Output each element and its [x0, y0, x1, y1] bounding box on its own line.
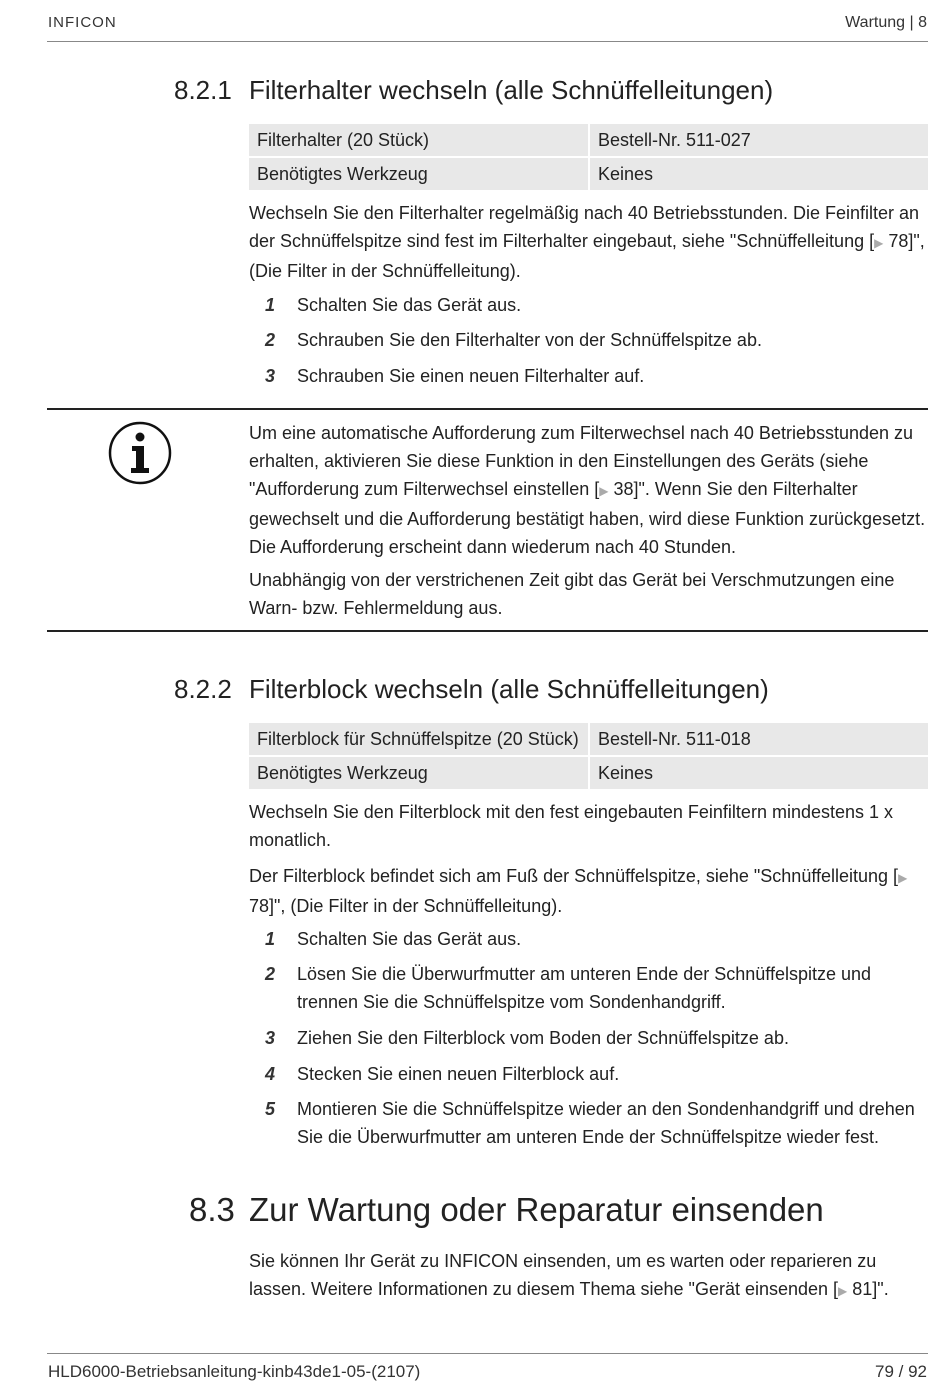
paragraph: Der Filterblock befindet sich am Fuß der Schnüffelspitze, siehe "Schnüffelleitung [▶ 78]", (Die Filter in der Schnüffelleitung).: [249, 866, 908, 916]
footer-page-number: 79 / 92: [875, 1362, 927, 1381]
step-number: 1: [265, 929, 276, 949]
info-icon: [108, 421, 172, 485]
section-number: 8.2.2: [174, 674, 232, 704]
step-number: 4: [265, 1064, 276, 1084]
paragraph: Wechseln Sie den Filterblock mit den fest eingebauten Feinfiltern mindestens 1 x monatlich.: [249, 802, 894, 850]
table-cell: Bestell-Nr. 511-027: [588, 124, 928, 158]
link-arrow-icon[interactable]: ▶: [599, 484, 609, 498]
step-number: 2: [265, 330, 276, 350]
table-cell: Benötigtes Werkzeug: [249, 158, 588, 192]
step-number: 3: [265, 366, 276, 386]
table-cell: Filterblock für Schnüffelspitze (20 Stück): [249, 723, 588, 757]
step-text: Stecken Sie einen neuen Filterblock auf.: [297, 1064, 620, 1084]
table-cell: Filterhalter (20 Stück): [249, 124, 588, 158]
step-text: Lösen Sie die Überwurfmutter am unteren Ende der Schnüffelspitze und trennen Sie die Schnüffelspitze vom Sondenhandgriff.: [297, 964, 872, 1012]
note-bottom-rule: [47, 630, 928, 632]
section-title: Filterblock wechseln (alle Schnüffelleitungen): [249, 674, 769, 704]
parts-table-822: [249, 723, 928, 791]
table-row: [249, 757, 928, 791]
footer-divider: [47, 1353, 928, 1354]
step-text: Montieren Sie die Schnüffelspitze wieder an den Sondenhandgriff und drehen Sie die Überwurfmutter am unteren Ende der Schnüffelspitze wieder fest.: [297, 1099, 915, 1147]
table-row: [249, 723, 928, 757]
step-text: Ziehen Sie den Filterblock vom Boden der Schnüffelspitze ab.: [297, 1028, 789, 1048]
footer-document-id: HLD6000-Betriebsanleitung-kinb43de1-05-(2107): [48, 1362, 421, 1381]
section-heading-821: [174, 75, 774, 106]
paragraph: Wechseln Sie den Filterhalter regelmäßig nach 40 Betriebsstunden. Die Feinfilter an der Schnüffelspitze sind fest im Filterhalter eingebaut, siehe "Schnüffelleitung [▶ 78]", (Die Filter in der Schnüffelleitung).: [249, 203, 925, 281]
table-cell: Keines: [588, 158, 928, 192]
section-title: Filterhalter wechseln (alle Schnüffelleitungen): [249, 75, 774, 105]
step-text: Schalten Sie das Gerät aus.: [297, 295, 522, 315]
link-arrow-icon[interactable]: ▶: [838, 1284, 848, 1298]
section-number: 8.3: [189, 1191, 235, 1228]
step-text: Schalten Sie das Gerät aus.: [297, 929, 522, 949]
section-heading-822: [174, 674, 769, 705]
step-text: Schrauben Sie den Filterhalter von der Schnüffelspitze ab.: [297, 330, 762, 350]
note-top-rule: [47, 408, 928, 410]
step-number: 3: [265, 1028, 276, 1048]
step-number: 1: [265, 295, 276, 315]
note-paragraph: Unabhängig von der verstrichenen Zeit gibt das Gerät bei Verschmutzungen eine Warn- bzw. Fehlermeldung aus.: [249, 570, 895, 618]
section-title: Zur Wartung oder Reparatur einsenden: [249, 1191, 824, 1228]
section-number: 8.2.1: [174, 75, 232, 105]
paragraph: Sie können Ihr Gerät zu INFICON einsenden, um es warten oder reparieren zu lassen. Weitere Informationen zu diesem Thema siehe "Gerät einsenden [▶ 81]".: [249, 1251, 889, 1299]
step-number: 5: [265, 1099, 276, 1119]
table-cell: Benötigtes Werkzeug: [249, 757, 588, 791]
link-arrow-icon[interactable]: ▶: [874, 236, 884, 250]
table-row: [249, 158, 928, 192]
section-heading-83: [189, 1191, 824, 1229]
header-brand: INFICON: [48, 14, 117, 31]
note-paragraph: Um eine automatische Aufforderung zum Filterwechsel nach 40 Betriebsstunden zu erhalten, aktivieren Sie diese Funktion in den Einstellungen des Geräts (siehe "Aufforderung zum Filterwechsel einstellen [▶ 38]". Wenn Sie den Filterhalter gewechselt und die Aufforderung bestätigt haben, wird diese Funktion zurückgesetzt. Die Aufforderung erscheint dann wiederum nach 40 Stunden.: [249, 423, 926, 557]
link-arrow-icon[interactable]: ▶: [898, 871, 908, 885]
table-cell: Keines: [588, 757, 928, 791]
step-text: Schrauben Sie einen neuen Filterhalter auf.: [297, 366, 645, 386]
header-section: Wartung | 8: [845, 14, 927, 31]
header-divider: [47, 41, 928, 42]
table-row: [249, 124, 928, 158]
step-number: 2: [265, 964, 276, 984]
table-cell: Bestell-Nr. 511-018: [588, 723, 928, 757]
parts-table-821: [249, 124, 928, 192]
